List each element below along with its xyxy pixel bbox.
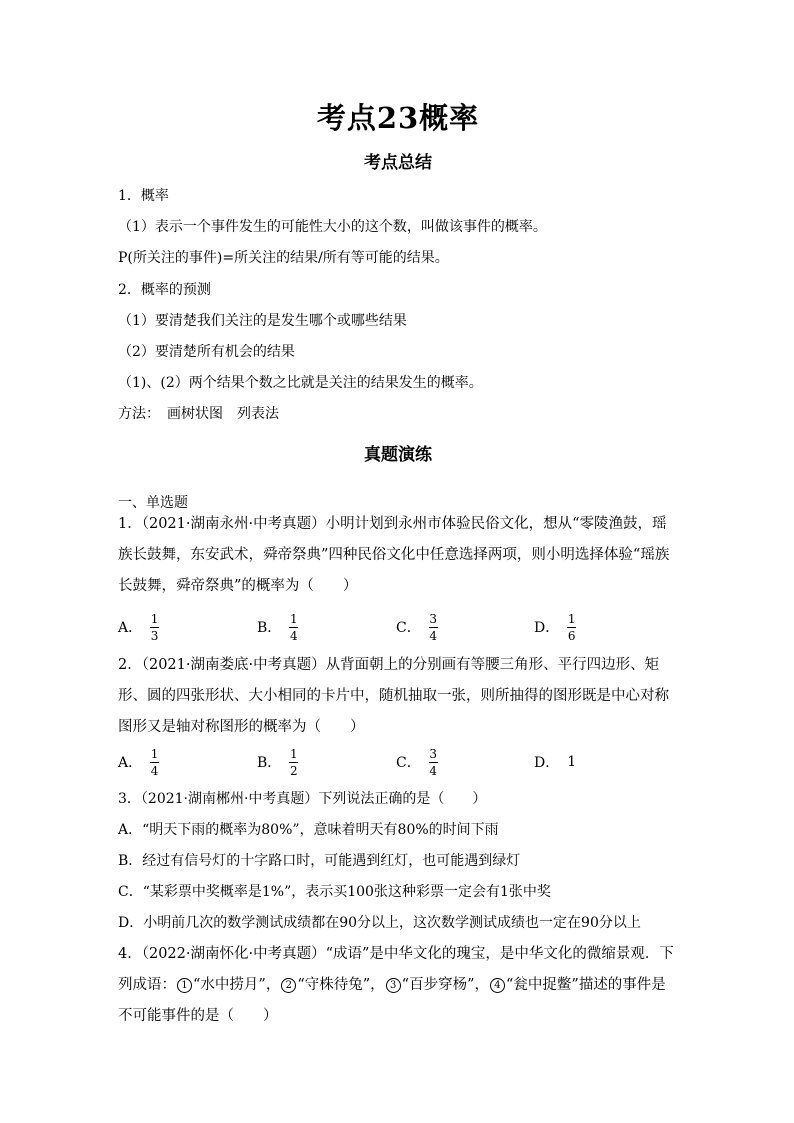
summary-line: 2．概率的预测 — [118, 282, 211, 298]
section-label: 一、单选题 — [118, 495, 188, 511]
fraction: $\frac{1}{2}$ — [289, 746, 298, 778]
option-d: D． $\frac{1}{6}$ — [534, 611, 576, 643]
fraction: $\frac{3}{4}$ — [429, 611, 438, 643]
summary-line: （1）要清楚我们关注的是发生哪个或哪些结果 — [118, 313, 407, 329]
option-a: A． $\frac{1}{4}$ — [118, 746, 159, 778]
summary-line: （1）表示一个事件发生的可能性大小的这个数，叫做该事件的概率。 — [118, 219, 547, 235]
option-b: B． $\frac{1}{2}$ — [257, 746, 298, 778]
summary-heading: 考点总结 — [364, 153, 432, 173]
question-4: 4．（2022·湖南怀化·中考真题）“成语”是中华文化的瑰宝，是中华文化的微缩景观．下列成语： 1 “水中捞月”， 2 “守株待兔”， 3 “百步穿杨”， 4 “瓮中捉鳖”描述的事件是不可能事件的是（ ） — [118, 946, 674, 1024]
choice-b: B．经过有信号灯的十字路口时，可能遇到红灯，也可能遇到绿灯 — [118, 853, 521, 869]
page-title: 考点23概率 — [316, 101, 480, 135]
circled-number: 1 — [177, 978, 192, 993]
summary-line: （1)、(2）两个结果个数之比就是关注的结果发生的概率。 — [118, 375, 483, 391]
circled-number: 4 — [490, 978, 505, 993]
option-d: D． 1 — [534, 754, 577, 771]
fraction: $\frac{1}{3}$ — [150, 611, 159, 643]
fraction: $\frac{1}{6}$ — [567, 611, 576, 643]
fraction: $\frac{1}{4}$ — [289, 611, 298, 643]
choice-c: C．“某彩票中奖概率是1%”，表示买100张这种彩票一定会有1张中奖 — [118, 884, 551, 900]
circled-number: 3 — [386, 978, 401, 993]
option-c: C． $\frac{3}{4}$ — [396, 746, 438, 778]
question-3: 3．（2021·湖南郴州·中考真题）下列说法正确的是（ ） — [118, 791, 487, 807]
question-1-options — [118, 607, 678, 647]
fraction: $\frac{3}{4}$ — [429, 746, 438, 778]
option-c: C． $\frac{3}{4}$ — [396, 611, 438, 643]
question-1: 1．（2021·湖南永州·中考真题）小明计划到永州市体验民俗文化，想从“零陵渔鼓，瑶族长鼓舞，东安武术，舜帝祭典”四种民俗文化中任意选择两项，则小明选择体验“瑶族长鼓舞，舜帝祭典”的概率为（ ） — [118, 516, 670, 594]
question-2: 2．（2021·湖南娄底·中考真题）从背面朝上的分别画有等腰三角形、平行四边形、矩形、圆的四张形状、大小相同的卡片中，随机抽取一张，则所抽得的图形既是中心对称图形又是轴对称图形的概率为（ ） — [118, 657, 669, 735]
circled-number: 2 — [281, 978, 296, 993]
choice-a: A．“明天下雨的概率为80%”，意味着明天有80%的时间下雨 — [118, 822, 499, 838]
option-b: B． $\frac{1}{4}$ — [257, 611, 298, 643]
summary-line: P(所关注的事件)=所关注的结果/所有等可能的结果。 — [118, 250, 449, 266]
summary-line: 方法： 画树状图 列表法 — [118, 406, 279, 422]
choice-d: D．小明前几次的数学测试成绩都在90分以上，这次数学测试成绩也一定在90分以上 — [118, 915, 641, 931]
option-a: A． $\frac{1}{3}$ — [118, 611, 159, 643]
summary-line: （2）要清楚所有机会的结果 — [118, 344, 295, 360]
practice-heading: 真题演练 — [364, 445, 432, 465]
summary-line: 1．概率 — [118, 188, 169, 204]
fraction: $\frac{1}{4}$ — [150, 746, 159, 778]
question-2-options — [118, 742, 678, 782]
